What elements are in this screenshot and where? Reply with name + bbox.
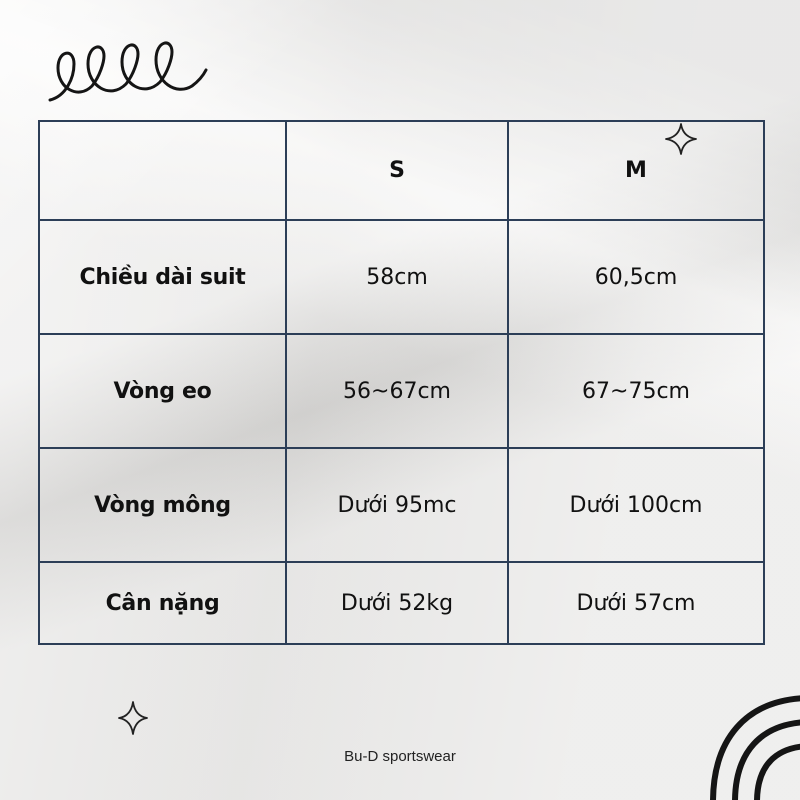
value-cell: Dưới 100cm: [508, 448, 764, 562]
size-chart-table: [38, 120, 765, 645]
value-cell: 67~75cm: [508, 334, 764, 448]
table-header-row: [39, 121, 764, 220]
size-header-s: S: [286, 121, 508, 220]
row-label-waist: Vòng eo: [39, 334, 286, 448]
row-label-weight: Cân nặng: [39, 562, 286, 644]
value-cell: 60,5cm: [508, 220, 764, 334]
value-cell: Dưới 52kg: [286, 562, 508, 644]
value-cell: 56~67cm: [286, 334, 508, 448]
table-corner-cell: [39, 121, 286, 220]
row-label-suit-length: Chiều dài suit: [39, 220, 286, 334]
table-row: [39, 448, 764, 562]
table-row: [39, 334, 764, 448]
value-cell: Dưới 57cm: [508, 562, 764, 644]
value-cell: Dưới 95mc: [286, 448, 508, 562]
row-label-hip: Vòng mông: [39, 448, 286, 562]
concentric-arches-icon: [695, 680, 800, 800]
table-row: [39, 562, 764, 644]
brand-footer: Bu-D sportswear: [344, 748, 456, 765]
size-header-m: M: [508, 121, 764, 220]
table-row: [39, 220, 764, 334]
value-cell: 58cm: [286, 220, 508, 334]
sparkle-icon: [117, 700, 149, 736]
loop-scribble-icon: [44, 34, 214, 106]
